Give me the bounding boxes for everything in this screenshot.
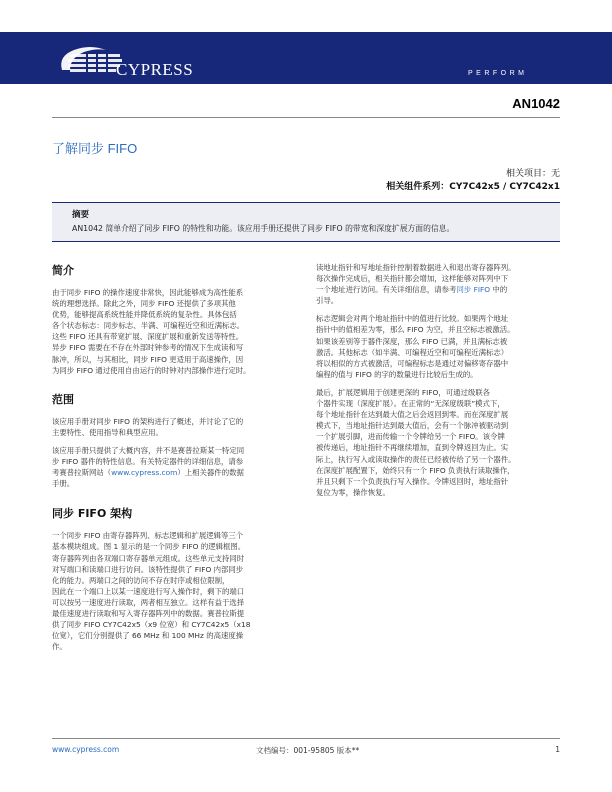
page-title: 了解同步 FIFO [52, 141, 138, 156]
text-line: 各个状态标志：同步标志、半满、可编程近空和近满标志。 [52, 321, 245, 331]
text-line: 引导。 [316, 296, 339, 306]
text-line: 一个同步 FIFO 由寄存器阵列、标志逻辑和扩展逻辑等三个 [52, 531, 244, 541]
cypress-website-link[interactable]: www.cypress.com [111, 468, 178, 478]
page-number: 1 [555, 745, 560, 754]
tagline: PERFORM [468, 70, 528, 77]
text-line: 可以按另一速度进行读取，两者相互独立。这样有益于选择 [52, 597, 245, 607]
text-line: 最后，扩展逻辑用于创建更深的 FIFO，可通过级联各 [316, 387, 491, 397]
text-line: 被传递后，地址指针不再继续增加，直到令牌返回为止。实 [316, 443, 509, 453]
divider [52, 117, 560, 118]
text-line: 读地址指针和写地址指针控制着数据进入和退出寄存器阵列。 [316, 263, 516, 272]
text-line [316, 284, 562, 295]
cypress-logo-text: CYPRESS [116, 60, 194, 79]
text-line: 并且只剩下一个负责执行写入操作。令牌返回时，地址指针 [316, 476, 509, 486]
text-line: 作。 [52, 642, 67, 652]
text-line: 供了同步 FIFO CY7C42x5（x9 位宽）和 CY7C42x5（x18 [52, 620, 251, 630]
text-line: 主要特性、使用指导和典型应用。 [52, 427, 163, 437]
text-line: 该应用手册只提供了大概内容，并不是赛普拉斯某一特定同 [52, 445, 245, 455]
app-note-number: AN1042 [512, 96, 560, 111]
text-line: 这些 FIFO 还具有带宽扩展、深度扩展和重新发送等特性。 [52, 332, 244, 342]
section-heading-intro: 简介 [52, 264, 74, 277]
text-line: 位宽），它们分别提供了 66 MHz 和 100 MHz 的高速度操 [52, 631, 244, 641]
related-item-value: 无 [550, 169, 560, 179]
abstract-text: AN1042 简单介绍了同步 FIFO 的特性和功能。该应用手册还提供了同步 FIFO 的带宽和深度扩展方面的信息。 [72, 224, 455, 233]
text-line: 在深度扩展配置下，始终只有一个 FIFO 负责执行读取操作， [316, 465, 515, 475]
text-line: 每次操作完成后，相关指针都会增加，这样能够对阵列中下 [316, 274, 509, 284]
related-parts [386, 179, 560, 192]
text-line: 标志逻辑会对两个地址指针中的值进行比较。如果两个地址 [316, 314, 509, 324]
text-line: 化的能力。两端口之间的访问不存在时序或相位限制， [52, 575, 230, 585]
text-line: 为同步 FIFO 通过使用自由运行的时钟对内部操作进行定时。 [52, 365, 251, 375]
text-line: 最佳速度进行读取和写入寄存器阵列中的数据。赛普拉斯提 [52, 608, 245, 618]
footer-document-number: 文档编号：001-95805 版本** [256, 746, 360, 755]
text-span: 中的 [490, 285, 508, 295]
abstract-box [52, 202, 560, 242]
text-line: 寄存器阵列由各双端口寄存器单元组成。这些单元支持同时 [52, 553, 245, 563]
text-line: 指针中的值相差为零，那么 FIFO 为空，并且空标志被激活。 [316, 325, 515, 335]
text-line: 编程的值与 FIFO 的字的数量进行比较后生成的。 [316, 369, 478, 379]
text-line: 步 FIFO 器件的特性信息。有关特定器件的详细信息，请参 [52, 457, 244, 467]
text-line: 如果该差别等于器件深度，那么 FIFO 已满，并且满标志被 [316, 336, 508, 346]
text-line: 脉冲，所以，与其相比，同步 FIFO 更适用于高速操作，因 [52, 354, 244, 364]
text-line: 统的理想选择。除此之外，同步 FIFO 还提供了多项其他 [52, 299, 236, 309]
text-span: 一个地址进行访问。有关详细信息，请参考 [316, 285, 457, 295]
text-line: 一个扩展引脚，进而传输一个令牌给另一个 FIFO。该令牌 [316, 432, 505, 442]
text-line: 该应用手册对同步 FIFO 的架构进行了概述，并讨论了它的 [52, 416, 244, 426]
text-line: 个器件实现（深度扩展）。在正常的“无深度级联”模式下， [316, 399, 505, 409]
flag-logic-paragraph [316, 313, 562, 380]
text-span: 考赛普拉斯网站（ [52, 468, 112, 478]
section-heading-scope: 范围 [52, 392, 74, 406]
text-line: 手册。 [52, 479, 75, 489]
related-item-label: 相关项目： [505, 169, 551, 179]
left-column [52, 262, 298, 652]
text-span: ）上相关器件的数据 [177, 468, 244, 478]
text-line: 模式下，当地址指针达到最大值后，会有一个脉冲被驱动到 [316, 421, 509, 431]
text-line: 对写端口和读端口进行访问。该特性提供了 FIFO 内部同步 [52, 564, 244, 574]
text-line: 将以相似的方式被激活，可编程标志是通过对偏移寄存器中 [316, 358, 509, 368]
scope-paragraph-1 [52, 416, 298, 438]
footer-divider [52, 738, 560, 739]
text-line [52, 467, 298, 478]
text-line: 异步 FIFO 需要在不存在外部时钟参考的情况下生成读和写 [52, 343, 244, 353]
text-line: 因此在一个端口上以某一速度进行写入操作时，剩下的端口 [52, 586, 245, 596]
text-line: 际上，执行写入或读取操作的责任已经被传给了另一个器件。 [316, 454, 516, 464]
text-line: 优势，能够提高系统性能并降低系统的复杂性。具体包括 [52, 310, 237, 320]
text-line: 激活。其他标志（如半满、可编程近空和可编程近满标志） [316, 347, 509, 357]
scope-paragraph-2 [52, 445, 298, 489]
pointer-paragraph [316, 262, 562, 306]
related-parts-value: CY7C42x5 / CY7C42x1 [449, 182, 560, 192]
intro-paragraph [52, 287, 298, 376]
related-item [506, 166, 560, 179]
text-line: 由于同步 FIFO 的操作速度非常快，因此能够成为高性能系 [52, 288, 244, 297]
right-column [316, 262, 562, 498]
expansion-logic-paragraph [316, 387, 562, 498]
text-line: 每个地址指针在达到最大值之后会返回到零。而在深度扩展 [316, 410, 509, 420]
abstract-heading: 摘要 [72, 210, 90, 220]
architecture-paragraph [52, 530, 298, 652]
text-line: 复位为零，操作恢复。 [316, 487, 390, 497]
related-parts-label: 相关组件系列： [386, 182, 450, 192]
section-heading-architecture: 同步 FIFO 架构 [52, 507, 133, 521]
footer-website-link[interactable]: www.cypress.com [52, 745, 120, 754]
sync-fifo-link[interactable]: 同步 FIFO [456, 285, 491, 295]
text-line: 基本模块组成。图 1 显示的是一个同步 FIFO 的逻辑框图。 [52, 542, 246, 552]
